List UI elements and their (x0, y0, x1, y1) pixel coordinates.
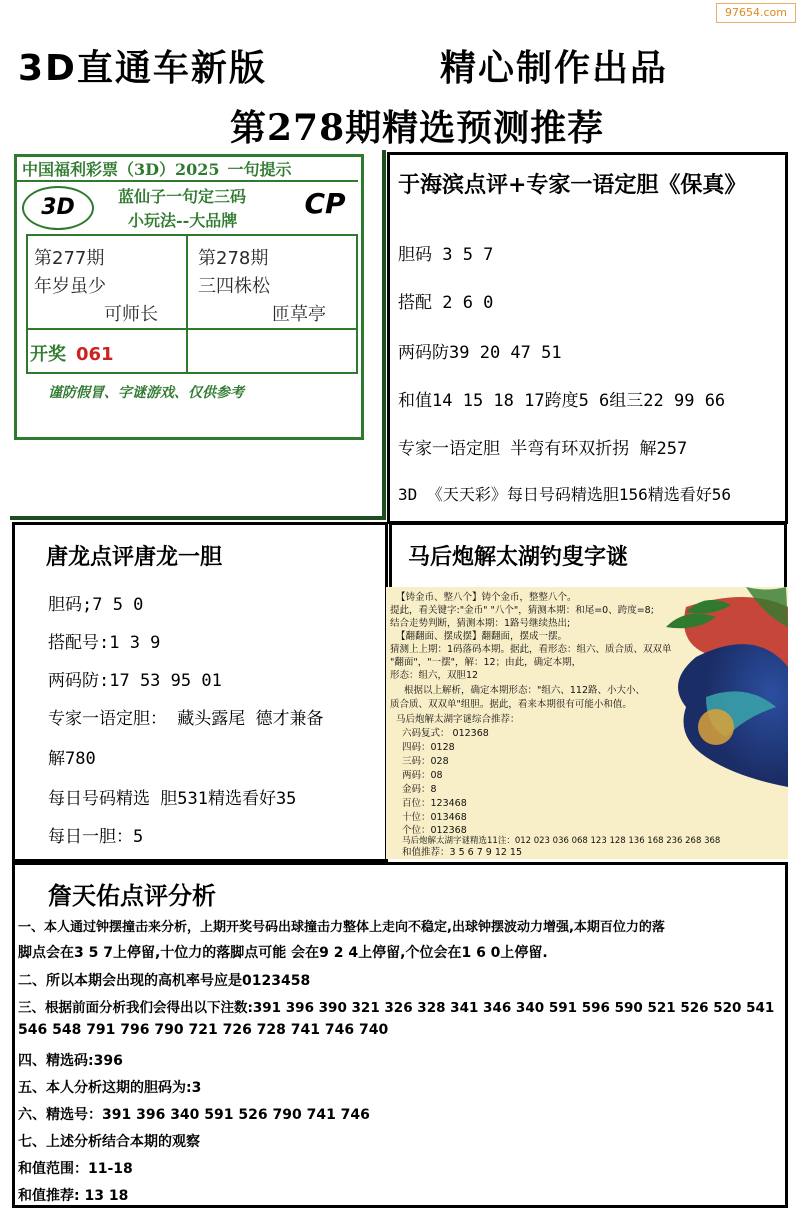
panel-line: 六码复式： 012368 (402, 728, 489, 739)
expert-tang-line: 搭配号:1 3 9 (48, 633, 161, 653)
mahoupao-panel (386, 587, 788, 859)
grid-line (186, 234, 188, 374)
analysis-line: 六、精选号：391 396 340 591 526 790 741 746 (18, 1107, 370, 1123)
analysis-line: 二、所以本期会出现的高机率号应是0123458 (18, 973, 311, 989)
divider (17, 180, 358, 182)
header-title-left: 3D直通车新版 (18, 48, 267, 89)
lottery-title-right: 一句提示 (227, 160, 292, 179)
mahoupao-title: 马后炮解太湖钓叟字谜 (408, 544, 629, 570)
cell-period: 第277期 (34, 248, 105, 269)
expert-tang-line: 每日号码精选 胆531精选看好35 (48, 789, 297, 809)
panel-line: 马后炮解太湖字谜综合推荐： (396, 714, 520, 725)
panel-line: 【铸金币、整八个】铸个金币，整整八个。 (396, 592, 577, 603)
expert-tang-title: 唐龙点评唐龙一胆 (46, 544, 223, 570)
analysis-line: 三、根据前面分析我们会得出以下注数:391 396 390 321 326 328 341 346 340 591 596 590 521 526 520 541 (18, 1000, 775, 1016)
analysis-line: 四、精选码:396 (18, 1053, 123, 1069)
panel-line: 形态：组六，双胆12 (390, 670, 479, 681)
analysis-line: 546 548 791 796 790 721 726 728 741 746 740 (18, 1022, 389, 1038)
expert-yu-title: 于海滨点评+专家一语定胆《保真》 (398, 172, 747, 198)
panel-line: 【翻翻面、摆成摆】翻翻面，摆成一摆。 (396, 631, 568, 642)
analysis-line: 和值推荐: 13 18 (18, 1188, 129, 1204)
draw-label: 开奖 (30, 344, 66, 365)
panel-line: 两码：08 (402, 770, 443, 781)
expert-yu-line: 两码防39 20 47 51 (398, 343, 562, 363)
panel-line: 个位：012368 (402, 825, 467, 836)
expert-yu-line: 专家一语定胆 半弯有环双折拐 解257 (398, 439, 688, 459)
lottery-subtitle-2: 小玩法--大品牌 (128, 211, 238, 230)
analysis-line: 一、本人通过钟摆撞击来分析，上期开奖号码出球撞击力整体上走向不稳定,出球钟摆波动力增强,本期百位力的落 (18, 920, 665, 935)
expert-tang-line: 两码防:17 53 95 01 (48, 671, 222, 691)
analysis-line: 五、本人分析这期的胆码为:3 (18, 1080, 202, 1096)
draw-value: 061 (76, 344, 114, 365)
grid-line (26, 328, 358, 330)
cp-logo-icon: CP (304, 187, 346, 220)
site-watermark: 97654.com (716, 3, 796, 23)
panel-line: 三码：028 (402, 756, 449, 767)
cell-hint-line1: 三四株松 (198, 276, 270, 297)
header-title-right: 精心制作出品 (440, 48, 669, 89)
analysis-line: 脚点会在3 5 7上停留,十位力的落脚点可能 会在9 2 4上停留,个位会在1 6 0上停留. (18, 945, 548, 961)
panel-line: 猜测上上期：1码落码本期。据此，看形态：组六、质合质、双双单 (390, 644, 672, 655)
lottery-subtitle-1: 蓝仙子一句定三码 (118, 187, 247, 206)
cell-hint-line2: 可师长 (104, 304, 158, 325)
panel-line: 金码：8 (402, 784, 437, 795)
grid-line (26, 372, 358, 374)
panel-line: 马后炮解太湖字谜精选11注：012 023 036 068 123 128 136 168 236 268 368 (402, 836, 721, 846)
panel-line: 十位：013468 (402, 812, 467, 823)
expert-tang-line: 每日一胆：5 (48, 827, 144, 847)
analysis-title: 詹天佑点评分析 (48, 881, 216, 910)
cell-hint-line1: 年岁虽少 (34, 276, 106, 297)
3d-logo-icon: 3D (22, 186, 94, 230)
grid-line (26, 234, 358, 236)
expert-yu-line: 胆码 3 5 7 (398, 245, 494, 265)
disclaimer: 谨防假冒、字谜游戏、仅供参考 (48, 385, 244, 401)
panel-line: 百位：123468 (402, 798, 467, 809)
grid-line (26, 234, 28, 374)
panel-line: 四码：0128 (402, 742, 455, 753)
panel-line: 结合走势判断，猜测本期：1路号继续热出; (390, 618, 571, 629)
draw-result (30, 340, 114, 366)
panel-line: 提此，看关键字:"金币" "八个"，猜测本期：和尾=0、跨度=8; (390, 605, 654, 616)
lottery-card-title (22, 157, 292, 180)
panel-line: 质合质、双双单"组胆。据此，看来本期很有可能小和值。 (390, 699, 632, 710)
expert-tang-box (12, 522, 388, 862)
panel-line: 根据以上解析，确定本期形态："组六、112路、小大小、 (404, 685, 646, 696)
expert-tang-line: 专家一语定胆： 藏头露尾 德才兼备 (48, 709, 324, 729)
page-title: 第278期精选预测推荐 (230, 107, 605, 149)
expert-tang-line: 胆码;7 5 0 (48, 595, 144, 615)
analysis-line: 和值范围：11-18 (18, 1161, 133, 1177)
expert-tang-line: 解780 (48, 749, 96, 769)
panel-line: 和值推荐：3 5 6 7 9 12 15 (402, 847, 523, 858)
analysis-line: 七、上述分析结合本期的观察 (18, 1134, 200, 1150)
grid-line (356, 234, 358, 374)
expert-yu-line: 3D 《天天彩》每日号码精选胆156精选看好56 (398, 485, 732, 504)
panel-line: "翻面"，"一摆"，解：12；由此，确定本期， (390, 657, 582, 668)
cell-period: 第278期 (198, 248, 269, 269)
lottery-title-left: 中国福利彩票（3D）2025 (22, 160, 220, 179)
expert-yu-line: 和值14 15 18 17跨度5 6组三22 99 66 (398, 391, 726, 411)
expert-yu-line: 搭配 2 6 0 (398, 293, 494, 313)
cell-hint-line2: 匝草亭 (272, 304, 326, 325)
